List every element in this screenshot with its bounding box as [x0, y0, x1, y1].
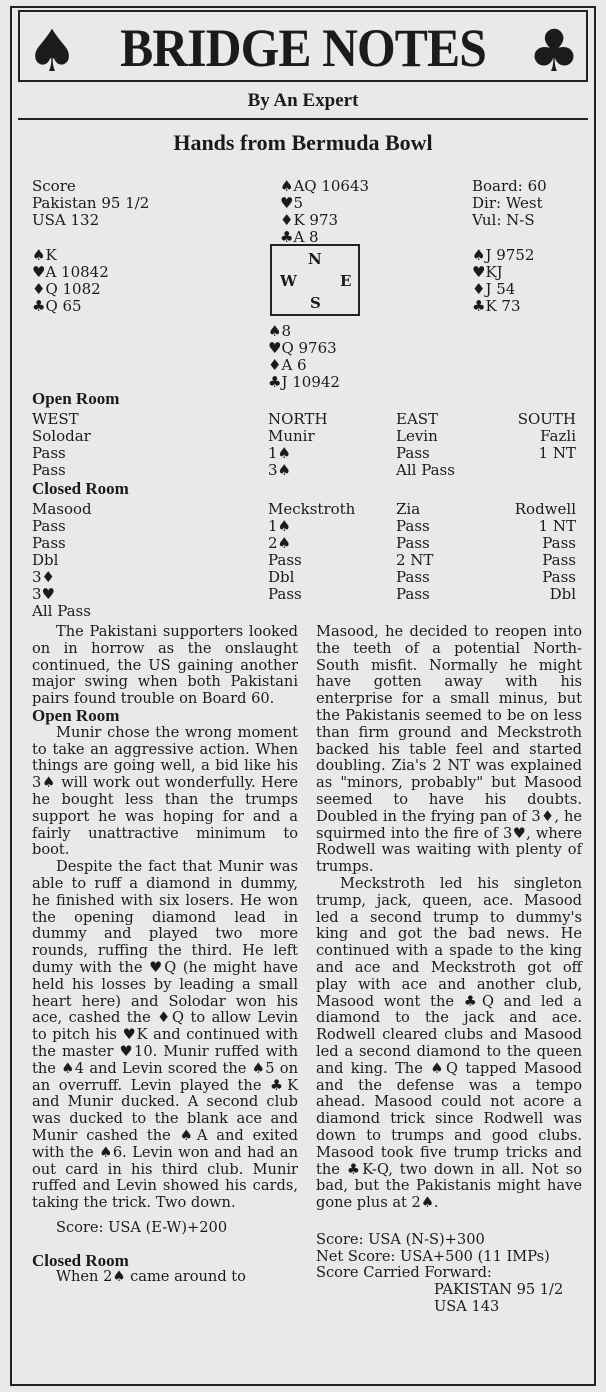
score-usa: USA 132: [32, 211, 100, 229]
bid-cell: 2 NT: [396, 551, 434, 569]
open-room-heading: Open Room: [32, 389, 120, 408]
article-right-column: [316, 624, 582, 1316]
bid-cell: All Pass: [396, 461, 455, 479]
header-south: SOUTH: [517, 410, 576, 428]
bid-cell: Pass: [396, 534, 430, 552]
subheading: Closed Room: [32, 1250, 129, 1270]
vulnerability: Vul: N-S: [472, 211, 535, 229]
article-paragraph: Despite the fact that Munir was able to ruff a diamond in dummy, he finished with six losers. He won the opening diamond lead in dummy and played two more rounds, ruffing the third. He left dumy with the ♥Q (he might have held his losses by leading a small heart here) and Solodar won his ace, cashed the ♦Q to allow Levin to pitch his ♥K and continued with the master ♥10. Munir ruffed with the ♠4 and Levin scored the ♠5 on an overruff. Levin played the ♣K and Munir ducked. A second club was ducked to the blank ace and Munir cashed the ♠A and exited with the ♠6. Levin won and had an out card in his third club. Munir ruffed and Levin showed his cards, taking the trick. Two down.: [32, 858, 298, 1212]
bid-cell: Pass: [32, 444, 66, 462]
east-hearts: ♥KJ: [472, 263, 503, 281]
west-spades: ♠K: [32, 246, 57, 264]
subheading: Open Room: [32, 705, 120, 725]
spade-icon: ♠: [26, 17, 78, 85]
compass-south: S: [310, 294, 321, 312]
bid-cell: Solodar: [32, 427, 91, 445]
net-score: Net Score: USA+500 (11 IMPs): [316, 1247, 550, 1265]
header-east: EAST: [396, 410, 439, 428]
compass-box: [270, 244, 360, 316]
carried-forward-label: Score Carried Forward:: [316, 1264, 492, 1282]
masthead-title: BRIDGE NOTES: [120, 18, 486, 78]
compass-west: W: [280, 272, 297, 290]
bid-cell: Masood: [32, 500, 92, 518]
score-label: Score: [32, 177, 76, 195]
south-hearts: ♥Q 9763: [268, 339, 337, 357]
bid-cell: 1♠: [268, 444, 291, 462]
score-line: Score: USA (E-W)+200: [56, 1218, 228, 1236]
bid-cell: Munir: [268, 427, 315, 445]
east-diamonds: ♦J 54: [472, 280, 516, 298]
south-clubs: ♣J 10942: [268, 373, 340, 391]
bid-cell: Dbl: [32, 551, 59, 569]
bid-cell: 1 NT: [538, 517, 576, 535]
bid-cell: All Pass: [32, 602, 91, 620]
east-clubs: ♣K 73: [472, 297, 521, 315]
divider: [18, 118, 588, 120]
article-paragraph: Meckstroth led his singleton trump, jack, queen, ace. Masood led a second trump to dummy's king and got the bad news. He continued with a spade to the king and ace and Meckstroth got off play with ace and another club, Masood wont the ♣Q and led a diamond to the jack and ace. Rodwell cleared clubs and Masood led a second diamond to the queen and king. The ♠Q tapped Masood and the defense was a tempo ahead. Masood could not acore a diamond trick since Rodwell was down to trumps and good clubs. Masood took five trump tricks and the ♣K-Q, two down in all. Not so bad, but the Pakistanis might have gone plus at 2♠.: [316, 874, 582, 1212]
bid-cell: Rodwell: [514, 500, 576, 518]
bid-cell: Pass: [32, 534, 66, 552]
bid-cell: Meckstroth: [268, 500, 356, 518]
article-left-column: [32, 624, 298, 1286]
bid-cell: Pass: [268, 585, 302, 603]
bid-cell: 3♦: [32, 568, 55, 586]
north-spades: ♠AQ 10643: [280, 177, 370, 195]
article-paragraph: Munir chose the wrong moment to take an aggressive action. When things are going well, a bid like his 3♠ will work out wonderfully. Here he bought less than the trumps support he was hoping for and a fairly unattractive minimum to boot.: [32, 723, 298, 859]
article-paragraph: When 2♠ came around to: [56, 1268, 246, 1286]
masthead: [18, 10, 588, 85]
south-spades: ♠8: [268, 322, 291, 340]
closed-room-heading: Closed Room: [32, 479, 129, 498]
bid-cell: Pass: [268, 551, 302, 569]
north-diamonds: ♦K 973: [280, 211, 339, 229]
bid-cell: Dbl: [268, 568, 295, 586]
bid-cell: Pass: [396, 568, 430, 586]
bid-cell: Pass: [396, 517, 430, 535]
bid-cell: Pass: [32, 517, 66, 535]
article-paragraph: The Pakistani supporters looked on in horrow as the onslaught continued, the US gaining another major swing when both Pakistani pairs found trouble on Board 60.: [32, 623, 298, 708]
bid-cell: Pass: [542, 551, 576, 569]
bid-cell: 1 NT: [538, 444, 576, 462]
bid-cell: Pass: [396, 585, 430, 603]
bid-cell: 1♠: [268, 517, 291, 535]
bid-cell: 3♠: [268, 461, 291, 479]
headline: Hands from Bermuda Bowl: [173, 130, 433, 155]
bid-cell: Pass: [542, 568, 576, 586]
club-icon: ♣: [528, 17, 580, 85]
bid-cell: Pass: [396, 444, 430, 462]
board-number: Board: 60: [472, 177, 547, 195]
byline: By An Expert: [247, 90, 359, 111]
east-spades: ♠J 9752: [472, 246, 535, 264]
west-clubs: ♣Q 65: [32, 297, 82, 315]
header-west: WEST: [32, 410, 79, 428]
bid-cell: 3♥: [32, 585, 55, 603]
north-clubs: ♣A 8: [280, 228, 319, 246]
dealer: Dir: West: [472, 194, 543, 212]
score-line: Score: USA (N-S)+300: [316, 1230, 485, 1248]
compass-north: N: [308, 250, 322, 268]
bid-cell: Pass: [542, 534, 576, 552]
west-diamonds: ♦Q 1082: [32, 280, 101, 298]
bid-cell: Zia: [396, 500, 421, 518]
article-paragraph: Masood, he decided to reopen into the teeth of a potential North-South misfit. Normally he might have gotten away with his enterprise for a small minus, but the Pakistanis seemed to be on less than firm ground and Meckstroth backed his table feel and started doubling. Zia's 2 NT was explained as "minors, probably" but Masood seemed to have his doubts. Doubled in the frying pan of 3♦, he squirmed into the fire of 3♥, where Rodwell was waiting with plenty of trumps.: [316, 623, 582, 876]
bid-cell: Fazli: [540, 427, 576, 445]
carried-usa: USA 143: [434, 1298, 500, 1316]
score-pakistan: Pakistan 95 1/2: [32, 194, 150, 212]
bid-cell: Levin: [396, 427, 438, 445]
carried-pakistan: PAKISTAN 95 1/2: [434, 1281, 564, 1299]
header-north: NORTH: [268, 410, 328, 428]
west-hearts: ♥A 10842: [32, 263, 109, 281]
north-hearts: ♥5: [280, 194, 303, 212]
south-diamonds: ♦A 6: [268, 356, 307, 374]
compass-east: E: [340, 272, 352, 290]
bid-cell: 2♠: [268, 534, 291, 552]
bid-cell: Dbl: [549, 585, 576, 603]
bid-cell: Pass: [32, 461, 66, 479]
